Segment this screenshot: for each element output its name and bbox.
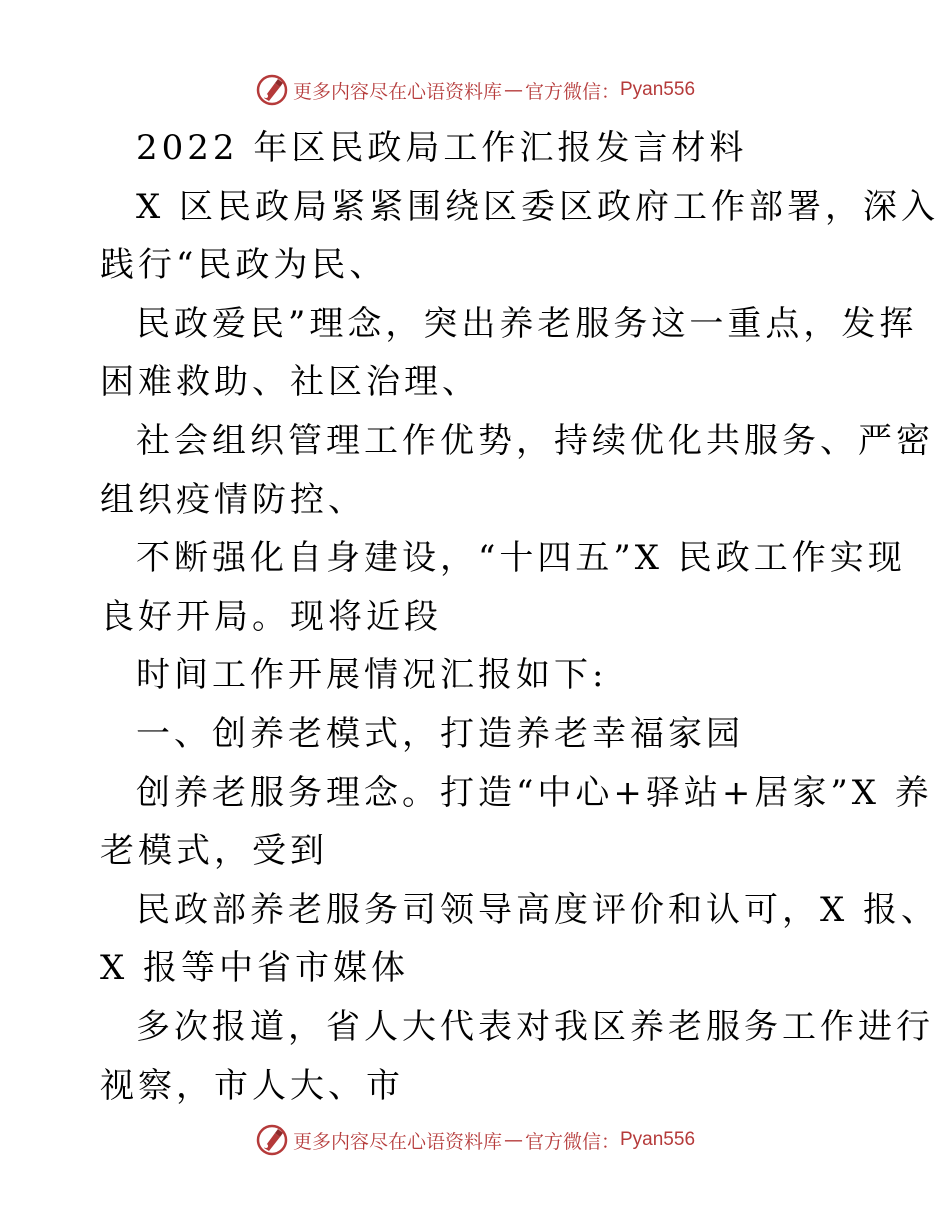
pen-logo-icon bbox=[255, 1123, 289, 1157]
watermark-text: 更多内容尽在心语资料库 bbox=[292, 1130, 502, 1153]
paragraph-line: X 区民政局紧紧围绕区委区政府工作部署，深入 bbox=[136, 186, 940, 227]
watermark-footer bbox=[0, 1120, 950, 1160]
watermark-suffix: 官方微信： bbox=[524, 80, 620, 103]
paragraph-line: X 报等中省市媒体 bbox=[100, 948, 410, 989]
paragraph-line: 组织疫情防控、 bbox=[100, 479, 366, 520]
watermark-header bbox=[0, 70, 950, 110]
watermark-id: Pyan556 bbox=[620, 1129, 696, 1150]
paragraph-line: 2022 年区民政局工作汇报发言材料 bbox=[136, 128, 748, 168]
paragraph-line: 良好开局。现将近段 bbox=[100, 596, 442, 637]
paragraph-line: 视察，市人大、市 bbox=[100, 1065, 404, 1106]
watermark-dash: — bbox=[503, 79, 523, 101]
paragraph-line: 困难救助、社区治理、 bbox=[100, 362, 480, 403]
paragraph-line: 民政爱民”理念，突出养老服务这一重点，发挥 bbox=[136, 303, 918, 344]
paragraph-line: 创养老服务理念。打造“中心+驿站+居家”X 养 bbox=[136, 772, 933, 813]
paragraph-line: 老模式，受到 bbox=[100, 831, 328, 872]
watermark-text: 更多内容尽在心语资料库 bbox=[292, 80, 502, 103]
document-body bbox=[100, 119, 940, 1115]
paragraph-line: 多次报道，省人大代表对我区养老服务工作进行 bbox=[136, 1006, 934, 1047]
paragraph-line: 不断强化自身建设，“十四五”X 民政工作实现 bbox=[136, 538, 906, 579]
watermark-id: Pyan556 bbox=[620, 79, 696, 100]
paragraph-line: 民政部养老服务司领导高度评价和认可，X 报、 bbox=[136, 889, 940, 930]
pen-logo-icon bbox=[255, 73, 289, 107]
watermark-dash: — bbox=[503, 1129, 523, 1151]
paragraph-line: 社会组织管理工作优势，持续优化共服务、严密 bbox=[136, 420, 934, 461]
paragraph-line: 践行“民政为民、 bbox=[100, 245, 388, 286]
watermark-suffix: 官方微信： bbox=[524, 1130, 620, 1153]
paragraph-line: 时间工作开展情况汇报如下: bbox=[136, 655, 608, 696]
paragraph-line: 一、创养老模式，打造养老幸福家园 bbox=[136, 713, 744, 754]
